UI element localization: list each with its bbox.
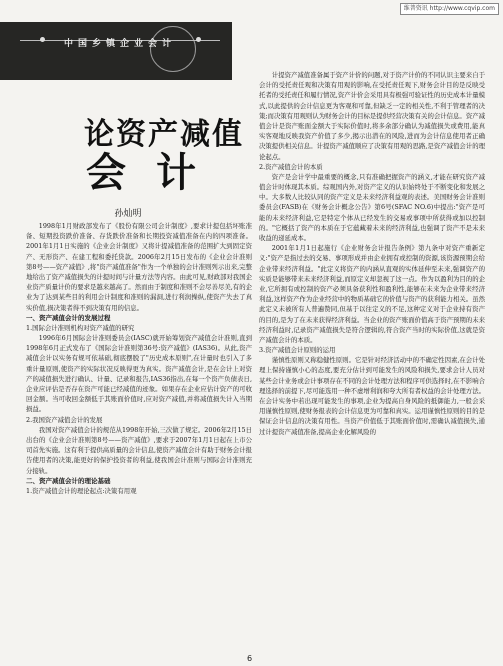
banner-title: 中国乡镇企业会计 bbox=[64, 39, 177, 49]
article-title-line1: 论资产减值 bbox=[84, 117, 244, 152]
section-heading: 一、资产减值会计的发展过程 bbox=[26, 313, 111, 322]
source-watermark: 维普资讯 http://www.cqvip.com bbox=[400, 3, 499, 15]
banner-arc-decoration bbox=[150, 26, 196, 72]
right-text-column bbox=[259, 70, 485, 437]
paragraph: 计提资产减值准备属于资产计价的问题,对于资产计价的不同认识主要来自于会计的受托责任观和决策有用观的影响,在受托责任观下,财务会计目的是反映受托者的受托责任和履行情况,资产计价会采用具有极强可验证性的历史成本计量模式,以此提供的会计信息更为客观和可靠,但缺乏一定的相关性,不利于管理者的决策;而决策有用观则认为财务会计的目标是提供经营决策有关的会计信息。资产减值会计是资产账面金额大于实际价值时,将多余部分确认为减值损失或费用,能真实客观地反映我资产价值了多少,揭示出潜在的风险,进而为会计信息使用者正确决策提供相关信息。计提资产减值顺应了决策有用观的思路,是资产减值会计的理论起点。 bbox=[259, 71, 485, 161]
paragraph: 1996年6月国际会计准则委员会(IASC)就开始筹划资产减值会计准则,直到1998年6月正式发布了《国际会计准则第36号:资产减值》(IAS36)。从此,资产减值会计以实务有规可依基础,彻底摆脱了"历史成本原则",在计量时也引入了多重计量原则,使资产的实际状况反映得更为真实。资产减值会计,是在会计上对资产的减值损失进行确认、计量、记录和报告,IAS36指出,在每一个资产负债表日,企业应评估是否存在资产可能已经减值的迹象。如果存在企业应估计资产的可收回金额。当可收回金额低于其账面价值时,应对资产减值,并将减值损失计入当期损益。 bbox=[26, 334, 252, 414]
section-heading: 2.资产减值会计的本质 bbox=[259, 162, 323, 171]
page-number: 6 bbox=[247, 654, 253, 663]
section-heading: 3.资产减值会计原则的运用 bbox=[259, 346, 336, 355]
paragraph: 2001年1月1日起施行《企业财务会计报告条例》第九条中对资产重新定义:"资产是指过去的交易、事项形成并由企业拥有或控制的资源,该资源预期会给企业带来经济利益。"此定义将资产的内涵从直观的实体延伸至未来,强调资产的实质是能够带来未来经济利益,而原定义却忽视了这一点。作为以盈利为目的的企业,它所拥有或控制的资产必须具备获利性和盈利性,能够在未来为企业带来经济利益,这样资产作为企业经营中的物质基础它的价值与资产的获利能力相关。虽然此定义未被所有人普遍赞同,但基于以往定义的不足,这种定义对于企业持有资产的目的,是为了在未来获得经济利益。当企业的资产账面价值高于资产预期的未来经济利益时,记录资产减值损失是符合逻辑的,符合资产当时的实际价值,这就是资产减值会计的本质。 bbox=[259, 244, 485, 344]
paragraph: 谨慎性原则又称稳健性原则。它是针对经济活动中的不确定性因素,在会计处理上保持谨慎小心的态度,要充分估计到可能发生的风险和损失,要求会计人员对某些会计业务或会计事项存在不同的会计处理方法和程序可供选择时,在不影响合理选择的前提下,尽可能选用一种不虚增利润和夸大所有者权益的会计处理方法。在会计实务中若出现可能发生的事项,企业为提高自身风险的抵御能力,一般会采用谨慎性原则,使财务报表的会计信息更为可靠和真实。运用谨慎性原则的目的是保证会计信息的决策有用性。当资产价值低于其账面价值时,需确认减值损失,通过计提资产减值准备,提高企业化解风险的 bbox=[259, 356, 485, 436]
paragraph: 资产是会计学中最重要的概念,只有准确把握资产的涵义,才能在研究资产减值会计时体现其本质。综观国内外,对资产定义的认识始终处于不断变化和发展之中。大多数人比较认同的资产定义是未来经济利益观的表述。美国财务会计准则委员会(FASB)在《财务会计概念公告》第6号(SFAC NO.6)中提出:"资产是可能的未来经济利益,它是特定个体从已经发生的交易或事项中所获得或加以控制的。"它概括了资产的本质在于它蕴藏着未来的经济利益,也强调了资产不是未来收益的递延成本。 bbox=[259, 172, 485, 242]
section-heading: 二、资产减值会计的理论基础 bbox=[26, 476, 111, 485]
article-title-line2: 会计 bbox=[86, 150, 226, 196]
left-text-column bbox=[26, 221, 252, 496]
section-heading: 1.资产减值会计的理论起点:决策有用观 bbox=[26, 486, 137, 495]
paragraph: 1998年1月财政部发布了《股份有限公司会计制度》,要求计提包括坏账准备、短期投资跌价准备、存货跌价准备和长期投资减值准备在内的四项准备。2001年1月1日实施的《企业会计制度》又将计提减值准备的范围扩大到固定资产、无形资产、在建工程和委托贷款。2006年2月15日发布的《企业会计准则第8号——资产减值》,将"资产减值准备"作为一个单独的会计准则列示出来,完整地给出了资产减值损失的计提时间与计量方法等内容。由此可见,财政部对我国企业资产质量计价的要求是越来越高了。然而由于制度和准则不会尽善尽美,有的企业为了达到某些目的利用会计制度和准则的漏洞,进行利润操纵,使资产失去了真实价值,损决策者得不到决策有用的信息。 bbox=[26, 222, 252, 312]
banner-dot-decoration bbox=[40, 37, 45, 42]
author-name: 孙灿明 bbox=[114, 209, 142, 219]
column-banner bbox=[0, 22, 232, 80]
section-heading: 2.我国资产减值会计的发展 bbox=[26, 415, 103, 424]
paragraph: 我国对资产减值会计的规范从1998年开始,三次做了规定。2006年2月15日出台的《企业会计准则第8号——资产减值》,要求于2007年1月1日起在上市公司首先实施。这有利于提供高质量的会计信息,使资产减值会计有助于财务会计报告使用者的决策,能更好的保护投资者的利益,使我国会计准则与国际会计准则充分接轨。 bbox=[26, 425, 252, 475]
section-heading: 1.国际会计准则机构对资产减值的研究 bbox=[26, 323, 135, 332]
banner-dot-decoration bbox=[196, 37, 201, 42]
